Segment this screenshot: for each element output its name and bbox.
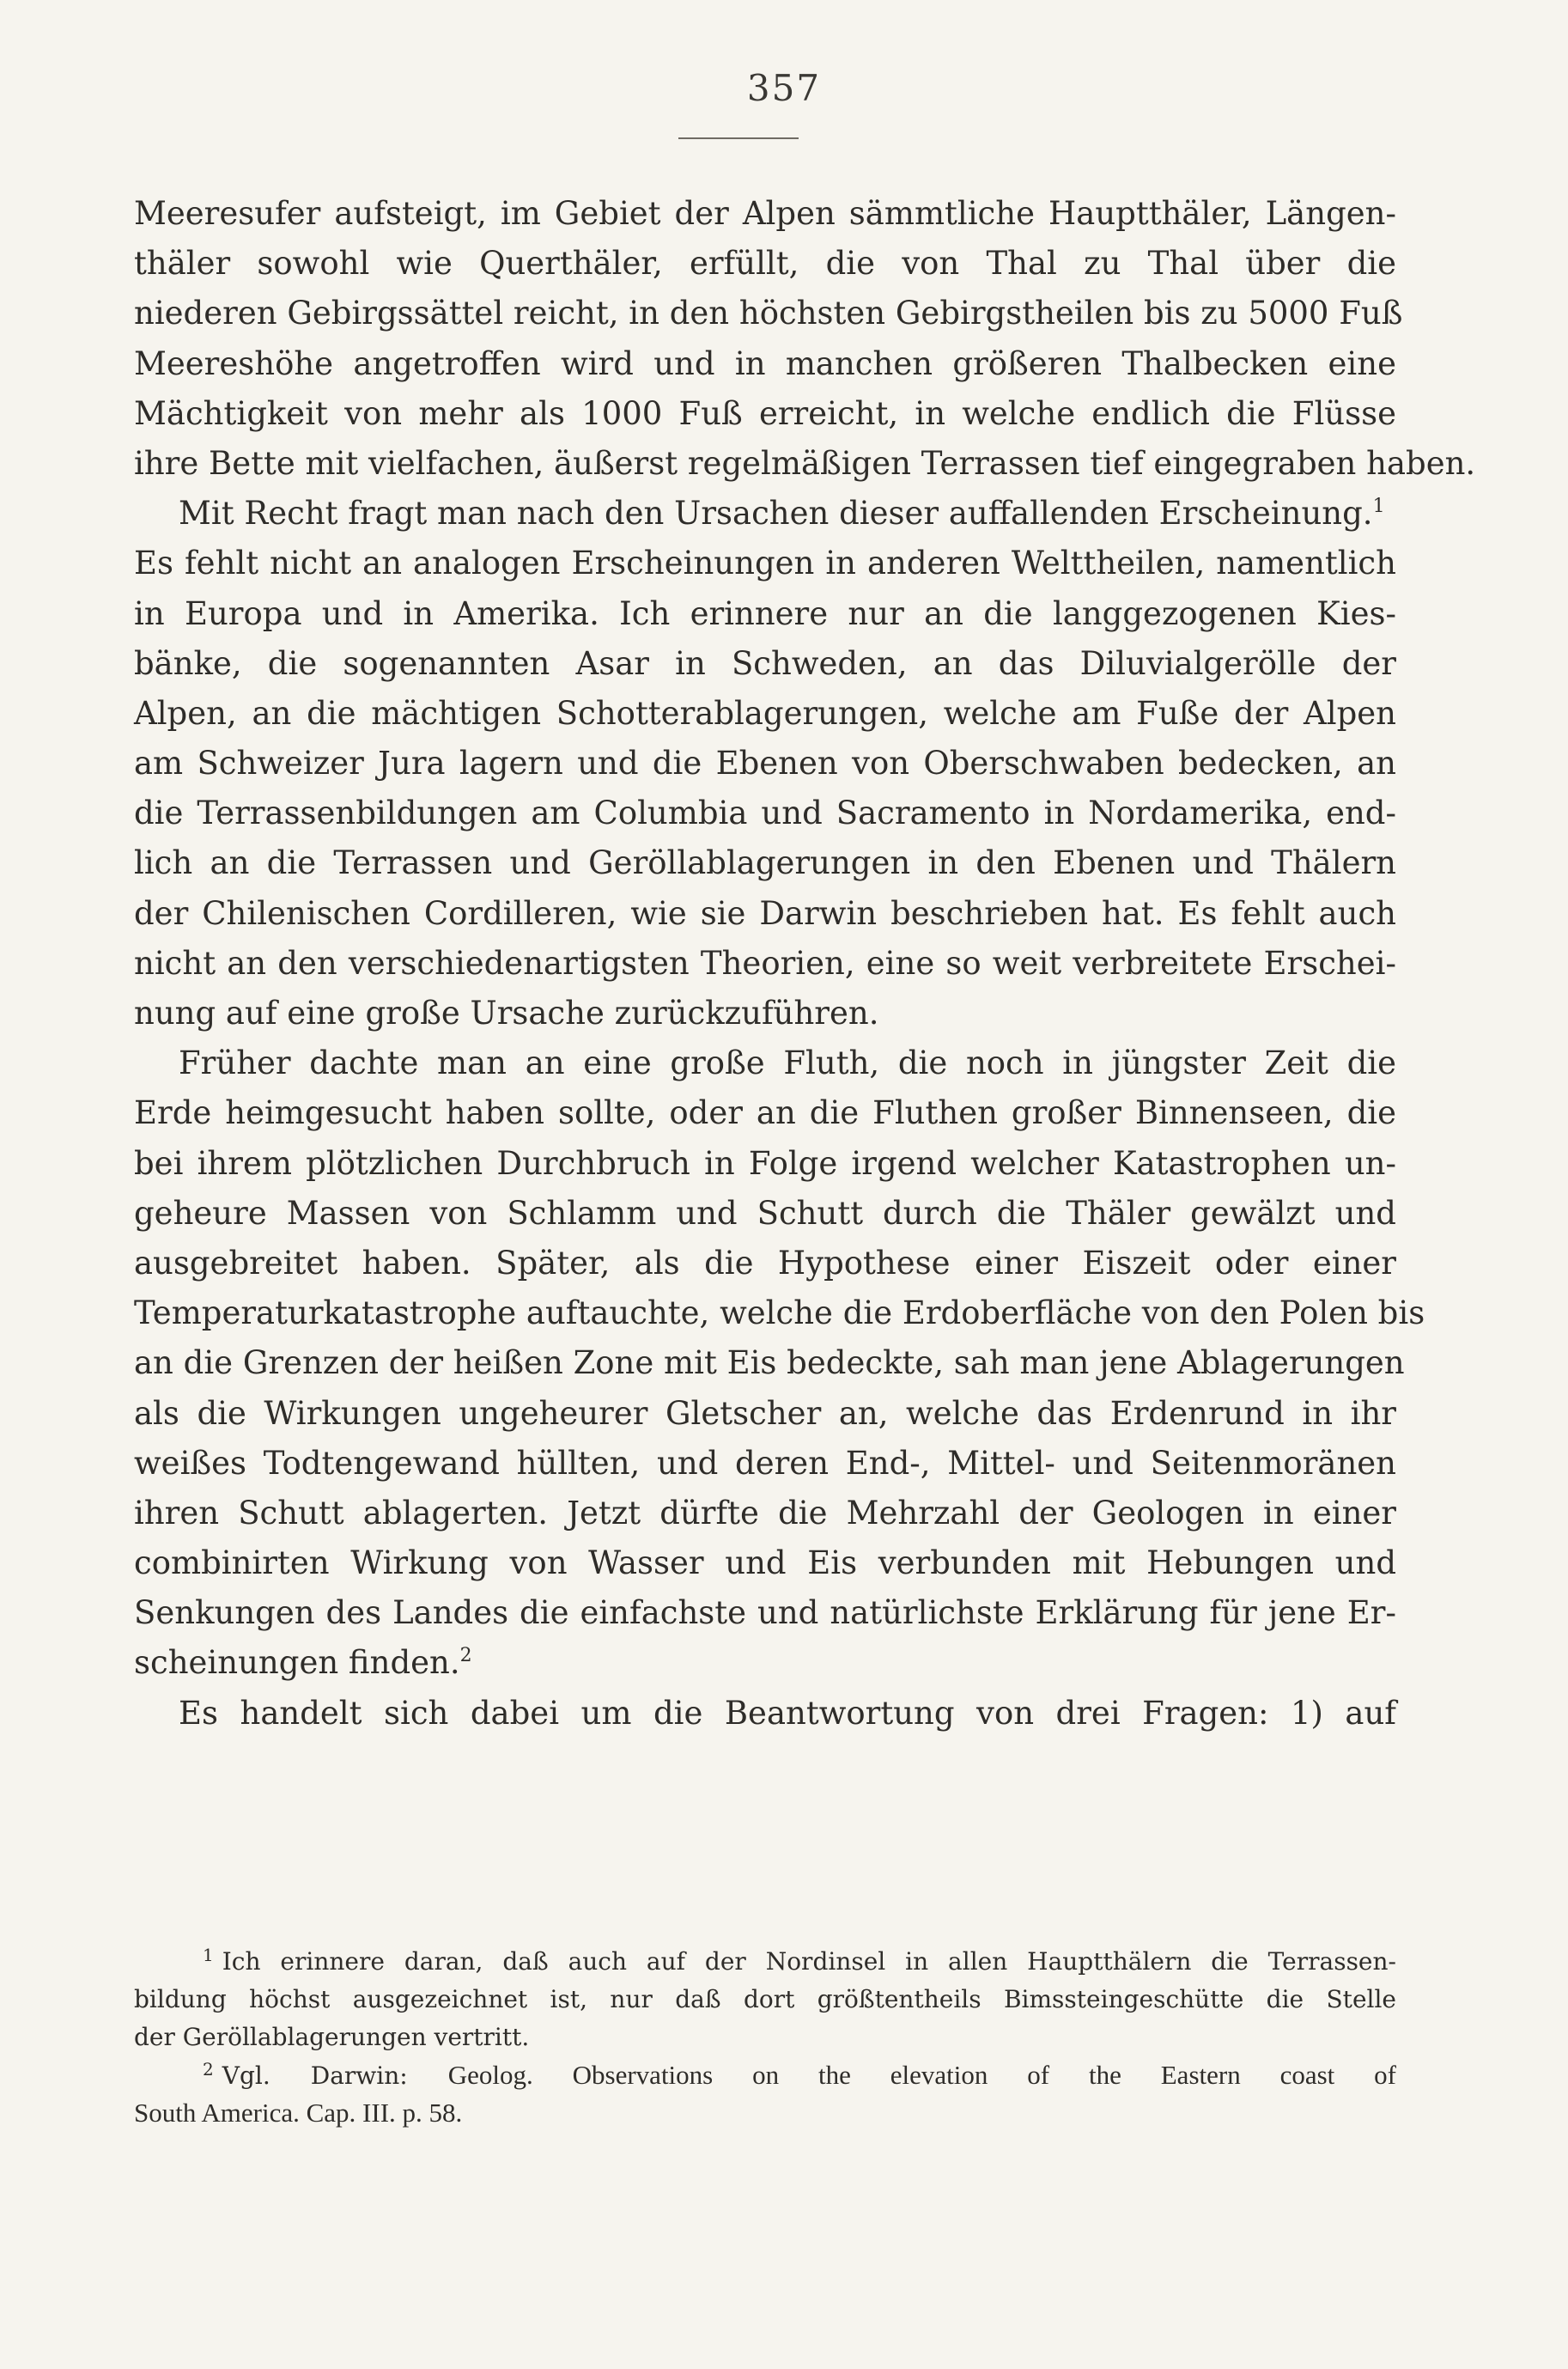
text-line: Alpen, an die mächtigen Schotterablagerungen, welche am Fuße der Alpen xyxy=(134,694,1396,732)
text-line: lich an die Terrassen und Geröllablagerungen in den Ebenen und Thälern xyxy=(134,844,1396,882)
text-line: Mächtigkeit von mehr als 1000 Fuß erreicht, in welche endlich die Flüsse xyxy=(134,394,1396,432)
text-line: am Schweizer Jura lagern und die Ebenen von Oberschwaben bedecken, an xyxy=(134,745,1396,783)
text-line: der Chilenischen Cordilleren, wie sie Darwin beschrieben hat. Es fehlt auch xyxy=(134,894,1396,932)
text-line: Früher dachte man an eine große Fluth, die noch in jüngster Zeit die xyxy=(179,1044,1396,1082)
text-line: bänke, die sogenannten Asar in Schweden, an das Diluvialgerölle der xyxy=(134,644,1396,682)
text-line-content: scheinungen finden. xyxy=(134,1644,460,1682)
text-line: thäler sowohl wie Querthäler, erfüllt, die von Thal zu Thal über die xyxy=(134,245,1396,283)
text-line: weißes Todtengewand hüllten, und deren End-, Mittel- und Seitenmoränen xyxy=(134,1444,1396,1482)
text-line: Es handelt sich dabei um die Beantwortung von drei Fragen: 1) auf xyxy=(179,1694,1396,1732)
text-line: bei ihrem plötzlichen Durchbruch in Folge irgend welcher Katastrophen un- xyxy=(134,1144,1396,1182)
footnote-2-line xyxy=(134,2056,1396,2094)
text-line: Meeresufer aufsteigt, im Gebiet der Alpen sämmtliche Hauptthäler, Längen- xyxy=(134,195,1396,232)
text-line: Temperaturkatastrophe auftauchte, welche die Erdoberfläche von den Polen bis xyxy=(134,1294,1425,1332)
text-line-content: Mit Recht fragt man nach den Ursachen dieser auffallenden Erscheinung. xyxy=(179,495,1373,533)
footnote-1-line xyxy=(134,1943,1396,1981)
text-line: nung auf eine große Ursache zurückzuführen. xyxy=(134,995,879,1032)
text-line: die Terrassenbildungen am Columbia und Sacramento in Nordamerika, end- xyxy=(134,795,1396,832)
page-number: 357 xyxy=(746,67,822,109)
footnote-ref-1: 1 xyxy=(1372,496,1385,518)
text-line: ihren Schutt ablagerten. Jetzt dürfte die Mehrzahl der Geologen in einer xyxy=(134,1494,1396,1532)
text-line: geheure Massen von Schlamm und Schutt durch die Thäler gewälzt und xyxy=(134,1194,1396,1232)
text-line: ausgebreitet haben. Später, als die Hypothese einer Eiszeit oder einer xyxy=(134,1244,1396,1282)
text-line: Senkungen des Landes die einfachste und natürlichste Erklärung für jene Er- xyxy=(134,1594,1396,1632)
text-line: Erde heimgesucht haben sollte, oder an die Fluthen großer Binnenseen, die xyxy=(134,1094,1396,1132)
text-line: niederen Gebirgssättel reicht, in den höchsten Gebirgstheilen bis zu 5000 Fuß xyxy=(134,295,1403,332)
footnote-1-line: bildung höchst ausgezeichnet ist, nur daß dort größtentheils Bimssteingeschütte die Stelle xyxy=(134,1985,1396,2013)
text-line: Es fehlt nicht an analogen Erscheinungen in anderen Welttheilen, namentlich xyxy=(134,545,1396,582)
footnote-2-citation-cont: South America. Cap. III. p. 58. xyxy=(134,2098,463,2128)
footnotes xyxy=(134,1943,1396,2132)
text-line: als die Wirkungen ungeheurer Gletscher an, welche das Erdenrund in ihr xyxy=(134,1394,1396,1432)
text-line: Meereshöhe angetroffen wird und in manchen größeren Thalbecken eine xyxy=(134,344,1396,382)
footnote-2-citation: Geolog. Observations on the elevation of the Eastern coast of xyxy=(447,2060,1397,2090)
footnote-2-number: 2 xyxy=(203,2059,214,2080)
text-line: in Europa und in Amerika. Ich erinnere nur an die langgezogenen Kies- xyxy=(134,594,1396,632)
text-line: ihre Bette mit vielfachen, äußerst regelmäßigen Terrassen tief eingegraben haben. xyxy=(134,444,1476,482)
footnote-2-prefix: Vgl. Darwin: xyxy=(222,2061,408,2090)
footnote-1-number: 1 xyxy=(203,1945,214,1965)
footnote-1-text: Ich erinnere daran, daß auch auf der Nordinsel in allen Hauptthälern die Terrassen- xyxy=(222,1947,1396,1976)
footnote-1-line: der Geröllablagerungen vertritt. xyxy=(134,2023,530,2051)
text-line: nicht an den verschiedenartigsten Theorien, eine so weit verbreitete Erschei- xyxy=(134,944,1396,982)
footnote-ref-2: 2 xyxy=(459,1645,472,1667)
text-line: an die Grenzen der heißen Zone mit Eis bedeckte, sah man jene Ablagerungen xyxy=(134,1344,1405,1382)
main-text xyxy=(134,189,1476,1739)
header-rule xyxy=(678,137,799,139)
text-line: combinirten Wirkung von Wasser und Eis verbunden mit Hebungen und xyxy=(134,1544,1396,1582)
text-line xyxy=(134,1638,1396,1688)
text-line xyxy=(134,489,1396,539)
